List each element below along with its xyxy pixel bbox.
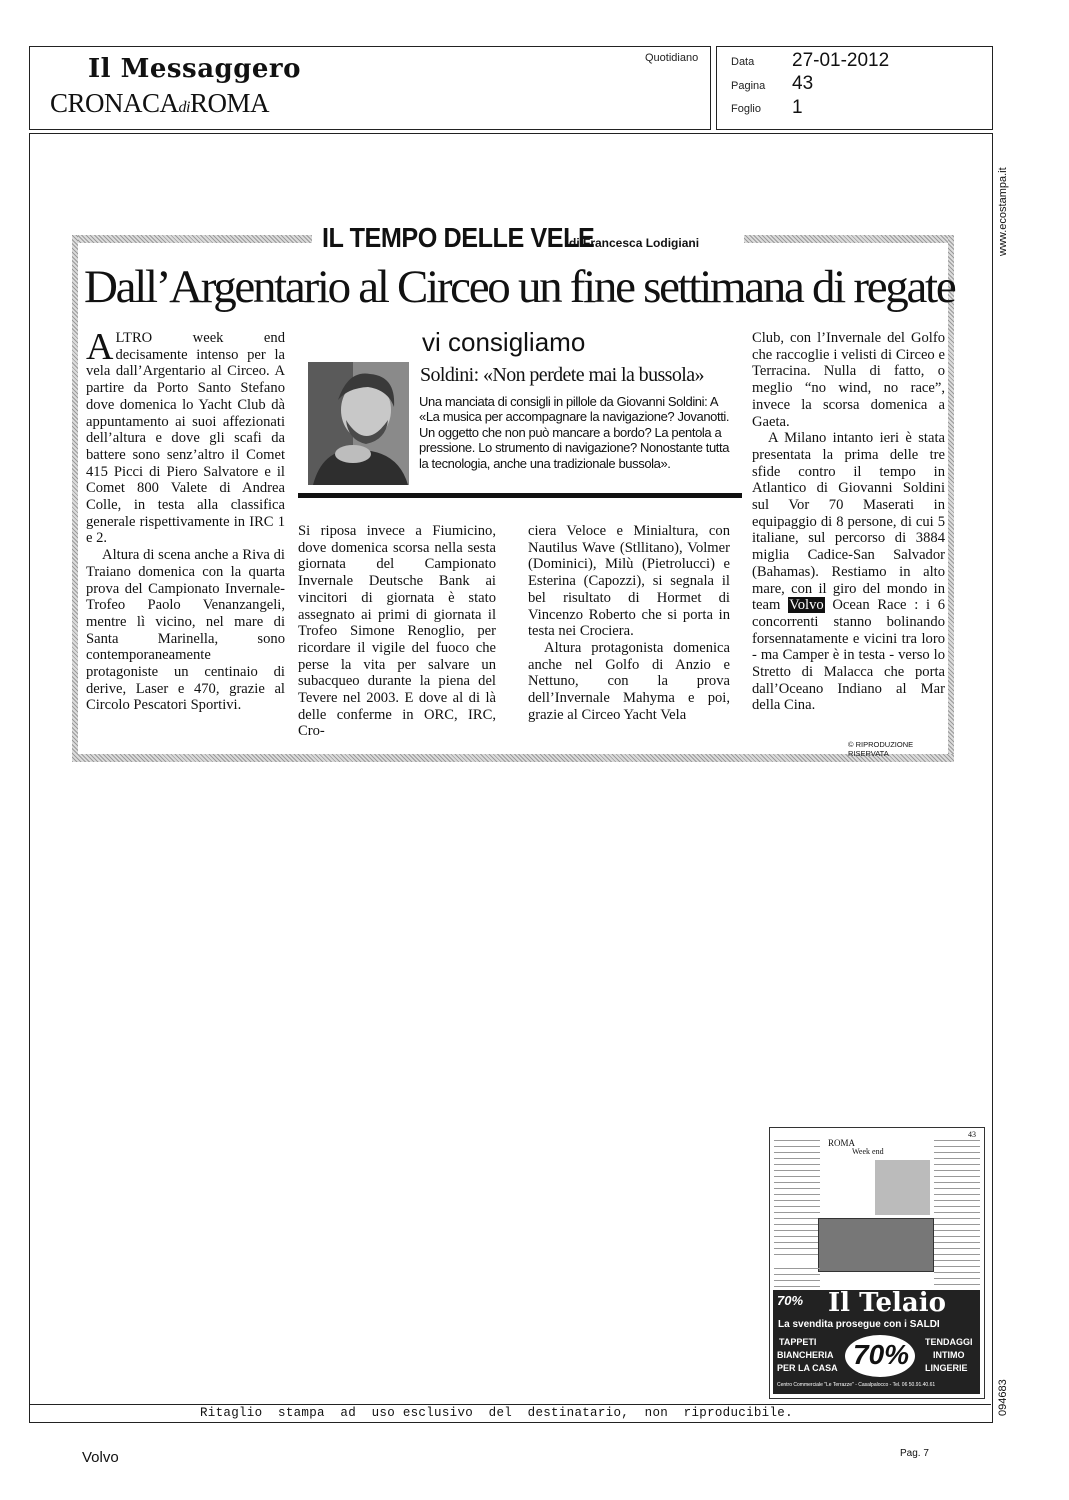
article-border-left [72,235,78,762]
col1-paragraph-2: Altura di scena anche a Riva di Traiano domenica con la quarta prova del Campionato Invernale-Trofeo Paolo Venanzangeli, mentre lì vicino, nel mare di Santa Marinella, sono contemporaneamente protagoniste un centinaio di derive, Laser e 470, grazie al Circolo Pescatori Sportivi. [86,547,285,714]
article-column-4 [752,330,945,714]
page-thumbnail [769,1127,985,1399]
article-headline: Dall’Argentario al Circeo un fine settimana di regate [84,261,955,313]
ad-right-3: LINGERIE [925,1363,968,1373]
section-city: ROMA [189,88,269,118]
section-title [50,88,269,119]
box-label: vi consigliamo [422,327,586,357]
footer-separator [29,1404,991,1405]
ad-right-1: TENDAGGI [925,1337,973,1347]
document-code: 094683 [997,1379,1009,1416]
ad-footer: Centro Commerciale "Le Terrazze" - Casalpalocco - Tel. 06 50.91.40.61 [777,1382,936,1388]
section-di: di [178,99,190,116]
article-border-top-right [744,235,954,243]
reproduction-notice: Ritaglio stampa ad uso esclusivo del destinatario, non riproducibile. [200,1406,793,1420]
article-byline: di Francesca Lodigiani [569,236,700,250]
article-border-top-left [72,235,312,243]
thumb-article-highlight [818,1218,934,1272]
col3-paragraph-1: ciera Veloce e Minialtura, con Nautilus Wave (Stllitano), Volmer (Dominici), Milù (Pietrolucci) e Esterina (Capozzi), si segnala il bel risultato di Hormet di Vincenzo Roberto che si porta in testa nei Crociera. [528,523,730,640]
col1-paragraph-1: ALTRO week end decisamente intenso per la vela dall’Argentario al Circeo. A partire da Porto Santo Stefano dove domenica lo Yacht Club dà appuntamento ai suoi affezionati dell’altura e dove gli scafi da battere sono senz’altro il Comet 415 Picci di Piero Salvatore e il Comet 800 Valete di Andrea Colle, in testa alla classifica generale rispettivamente in IRC 1 e 2. [86,326,285,547]
thumb-left-column [774,1140,820,1260]
col4-paragraph-2: A Milano intanto ieri è stata presentata la prima delle tre sfide contro il tempo in Atlantico di Giovanni Soldini sul Vor 70 Maserati in equipaggio di 8 persone, di cui 5 italiane, sul percorso di 3884 miglia Cadice-San Salvador (Bahamas). Restiamo in alto mare, con il giro del mondo in team Volvo Ocean Race : i 6 concorrenti stanno bolinando forsennatamente e vicini tra loro - ma Camper è in testa - verso lo Stretto di Malacca che porta dall’Oceano Indiano al Mar della Cina. [752,430,946,714]
article-column-3 [528,523,730,723]
soldini-photo [308,362,409,485]
article-kicker: IL TEMPO DELLE VELE [322,222,595,253]
box-text: Una manciata di consigli in pillole da Giovanni Soldini: A «La musica per accompagnare la navigazione? Jovanotti. Un oggetto che non può mancare a bordo? La pentola a pressione. Lo strumento di navigazione? Nonostante tutta la tecnologia, anche una tradizionale bussola». [419,394,730,471]
ad-percent: 70% [853,1339,910,1370]
rights-reserved: © RIPRODUZIONE RISERVATA [848,740,914,758]
section-name: CRONACA [50,88,179,118]
col3-paragraph-2: Altura protagonista domenica anche nel Golfo di Anzio e Nettuno, con la prova dell’Invernale Mahyma e poi, grazie al Circeo Yacht Vela [528,639,730,723]
meta-label-sheet: Foglio [731,103,761,115]
keyword-highlight: Volvo [789,597,824,614]
box-title: Soldini: «Non perdete mai la bussola» [420,364,704,386]
thumb-center-image [875,1160,930,1215]
meta-label-page: Pagina [731,80,766,92]
ad-percent-small: 70% [777,1293,804,1308]
portrait-photo-icon [308,362,409,485]
article-border-bottom [72,754,954,762]
ad-left-1: TAPPETI [779,1337,817,1347]
article [72,222,954,762]
advertisement [773,1290,980,1394]
drop-cap: A [86,326,114,368]
ad-right-2: INTIMO [933,1350,965,1360]
website-vertical-text: www.ecostampa.it [997,167,1009,256]
article-column-1 [86,326,285,714]
article-column-2: Si riposa invece a Fiumicino, dove domenica scorsa nella sesta giornata del Campionato Invernale Deutsche Bank ai vincitori di giornata è stato assegnato ai primi di giornata il Trofeo Simone Renoglio, per ricordare il vigile del fuoco che perse la vita per salvare un subacqueo durante la piena del Tevere nel 2003. E dove al di là delle conferme in ORC, IRC, Cro- [298,523,496,740]
article-border-right [948,235,954,762]
newspaper-logo: Il Messaggero [88,54,301,84]
meta-value-page: 43 [792,73,814,94]
ad-left-3: PER LA CASA [777,1363,838,1373]
page-number-footer: Pag. 7 [900,1448,929,1459]
thumb-section: ROMA [828,1138,856,1148]
thumb-page-number: 43 [968,1130,976,1139]
thumb-weekend: Week end [852,1147,884,1156]
meta-value-sheet: 1 [792,97,803,118]
keyword-footer: Volvo [82,1449,119,1466]
publication-type: Quotidiano [645,52,699,64]
ad-left-2: BIANCHERIA [777,1350,834,1360]
ad-subtitle: La svendita prosegue con i SALDI [778,1319,940,1330]
col4-paragraph-1: Club, con l’Invernale del Golfo che raccoglie i velisti di Circeo e Terracina. Nulla di fatto, o meglio “no wind, no race”, invece la scorsa domenica a Gaeta. [752,330,945,430]
meta-label-date: Data [731,56,755,68]
box-rule [298,493,742,498]
meta-value-date: 27-01-2012 [792,50,890,71]
ad-title: Il Telaio [828,1288,946,1318]
